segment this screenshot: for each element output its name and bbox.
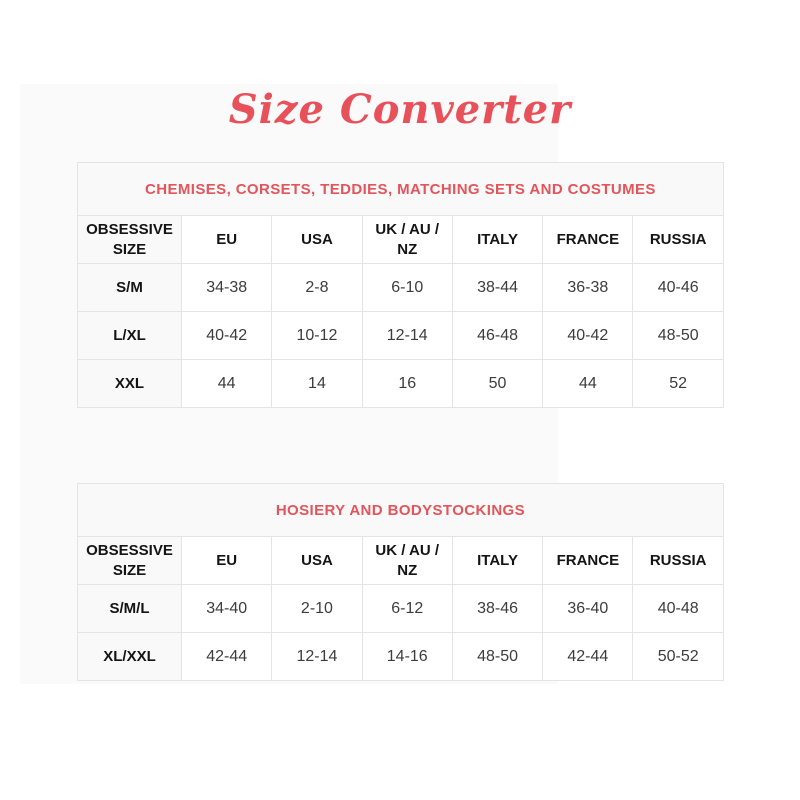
hosiery-size-table [77,483,724,681]
size-label-cell: L/XL [78,312,182,360]
table-row [78,360,724,408]
size-value-cell: 16 [362,360,452,408]
table-row [78,585,724,633]
column-header: OBSESSIVE SIZE [78,216,182,264]
column-header: UK / AU / NZ [362,537,452,585]
size-value-cell: 10-12 [272,312,362,360]
size-value-cell: 50-52 [633,633,723,681]
size-value-cell: 38-46 [452,585,542,633]
size-label-cell: S/M/L [78,585,182,633]
table-caption-row [78,484,724,537]
column-header: FRANCE [543,537,633,585]
table-row [78,264,724,312]
table-header-row [78,537,724,585]
size-value-cell: 52 [633,360,723,408]
column-header: USA [272,216,362,264]
column-header: RUSSIA [633,537,723,585]
size-value-cell: 38-44 [452,264,542,312]
size-value-cell: 50 [452,360,542,408]
size-value-cell: 40-46 [633,264,723,312]
column-header: EU [182,216,272,264]
page-title: Size Converter [228,86,572,133]
size-value-cell: 6-12 [362,585,452,633]
column-header: EU [182,537,272,585]
size-value-cell: 40-48 [633,585,723,633]
size-value-cell: 46-48 [452,312,542,360]
size-value-cell: 2-10 [272,585,362,633]
table-row [78,312,724,360]
size-value-cell: 14 [272,360,362,408]
size-value-cell: 48-50 [633,312,723,360]
size-value-cell: 6-10 [362,264,452,312]
size-value-cell: 44 [543,360,633,408]
size-value-cell: 42-44 [543,633,633,681]
size-value-cell: 2-8 [272,264,362,312]
chemises-size-table [77,162,724,408]
size-value-cell: 48-50 [452,633,542,681]
size-value-cell: 14-16 [362,633,452,681]
size-label-cell: XL/XXL [78,633,182,681]
size-value-cell: 34-38 [182,264,272,312]
column-header: ITALY [452,537,542,585]
column-header: ITALY [452,216,542,264]
column-header: RUSSIA [633,216,723,264]
column-header: UK / AU / NZ [362,216,452,264]
column-header: USA [272,537,362,585]
table-caption: CHEMISES, CORSETS, TEDDIES, MATCHING SETS AND COSTUMES [78,163,724,216]
table-caption-row [78,163,724,216]
size-label-cell: XXL [78,360,182,408]
column-header: FRANCE [543,216,633,264]
size-label-cell: S/M [78,264,182,312]
size-value-cell: 40-42 [182,312,272,360]
table-caption: HOSIERY AND BODYSTOCKINGS [78,484,724,537]
size-value-cell: 34-40 [182,585,272,633]
column-header: OBSESSIVE SIZE [78,537,182,585]
size-value-cell: 40-42 [543,312,633,360]
size-value-cell: 12-14 [272,633,362,681]
size-value-cell: 42-44 [182,633,272,681]
size-value-cell: 12-14 [362,312,452,360]
size-value-cell: 44 [182,360,272,408]
size-value-cell: 36-38 [543,264,633,312]
table-row [78,633,724,681]
table-header-row [78,216,724,264]
size-value-cell: 36-40 [543,585,633,633]
